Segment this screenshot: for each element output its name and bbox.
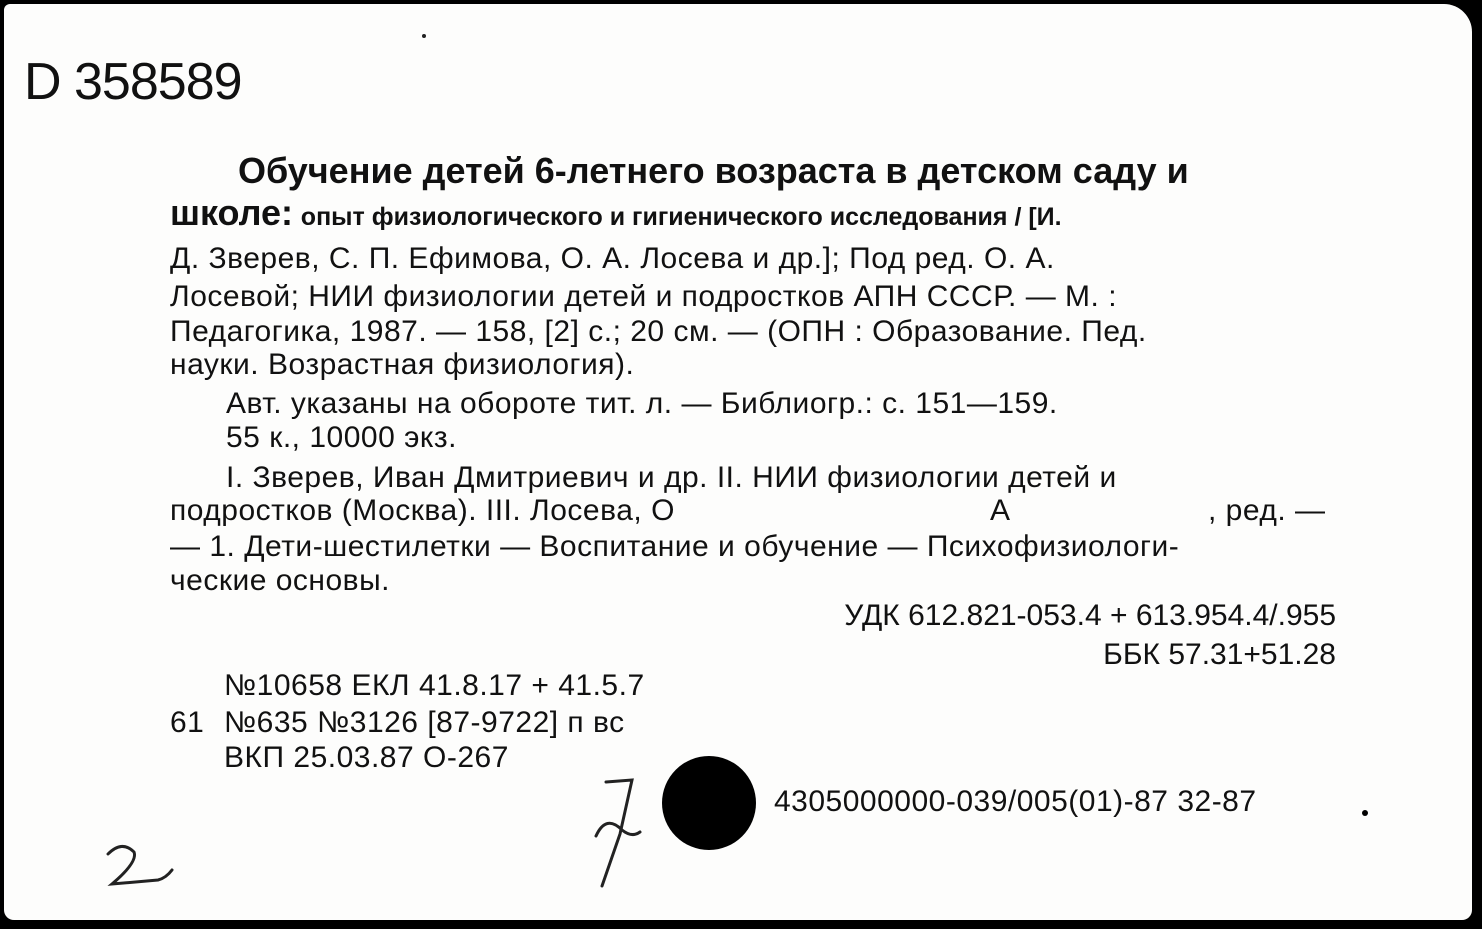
tracing-editor: , ред. —	[1208, 494, 1326, 527]
description-line-3: Педагогика, 1987. — 158, [2] с.; 20 см. — (ОПН : Образование. Пед.	[170, 315, 1147, 348]
title-line-1: Обучение детей 6-летнего возраста в детском саду и	[238, 150, 1189, 191]
record-line-1: №10658 ЕКЛ 41.8.17 + 41.5.7	[224, 669, 645, 702]
punch-hole	[662, 756, 756, 850]
record-line-3: ВКП 25.03.87 О-267	[224, 741, 509, 774]
tracing-line-2: подростков (Москва). III. Лосева, О	[170, 494, 675, 527]
call-number-value: 358589	[74, 53, 242, 111]
tracing-line-1: I. Зверев, Иван Дмитриевич и др. II. НИИ физиологии детей и	[226, 461, 1117, 494]
note-authors: Авт. указаны на обороте тит. л. — Библиогр.: с. 151—159.	[226, 387, 1058, 420]
udk-code: УДК 612.821-053.4 + 613.954.4/.955	[844, 599, 1336, 632]
tracing-line-3: — 1. Дети-шестилетки — Воспитание и обучение — Психофизиологи-	[170, 530, 1180, 563]
call-prefix: D	[24, 53, 61, 111]
tracing-line-4: ческие основы.	[170, 564, 390, 597]
title-continuation: школе:	[170, 192, 294, 233]
isbn-code: 4305000000-039/005(01)-87 32-87	[774, 785, 1257, 818]
subtitle: опыт физиологического и гигиенического исследования / [И.	[300, 203, 1062, 231]
call-number	[24, 52, 242, 112]
description-line-1: Д. Зверев, С. П. Ефимова, О. А. Лосева и др.]; Под ред. О. А.	[170, 242, 1055, 275]
record-line-2-prefix: 61	[170, 706, 205, 739]
catalog-card	[4, 4, 1472, 920]
note-price: 55 к., 10000 экз.	[226, 421, 457, 454]
print-speck	[422, 34, 426, 38]
print-speck-2	[1362, 810, 1368, 816]
tracing-initial: А	[990, 494, 1011, 527]
handwritten-two	[100, 840, 180, 892]
record-line-2: №635 №3126 [87-9722] п вс	[224, 706, 625, 739]
description-line-2: Лосевой; НИИ физиологии детей и подростков АПН СССР. — М. :	[170, 280, 1118, 313]
title-line-2	[170, 192, 1062, 234]
bbk-code: ББК 57.31+51.28	[1103, 638, 1336, 671]
description-line-4: науки. Возрастная физиология).	[170, 348, 635, 381]
handwritten-seven-mark	[592, 774, 652, 890]
